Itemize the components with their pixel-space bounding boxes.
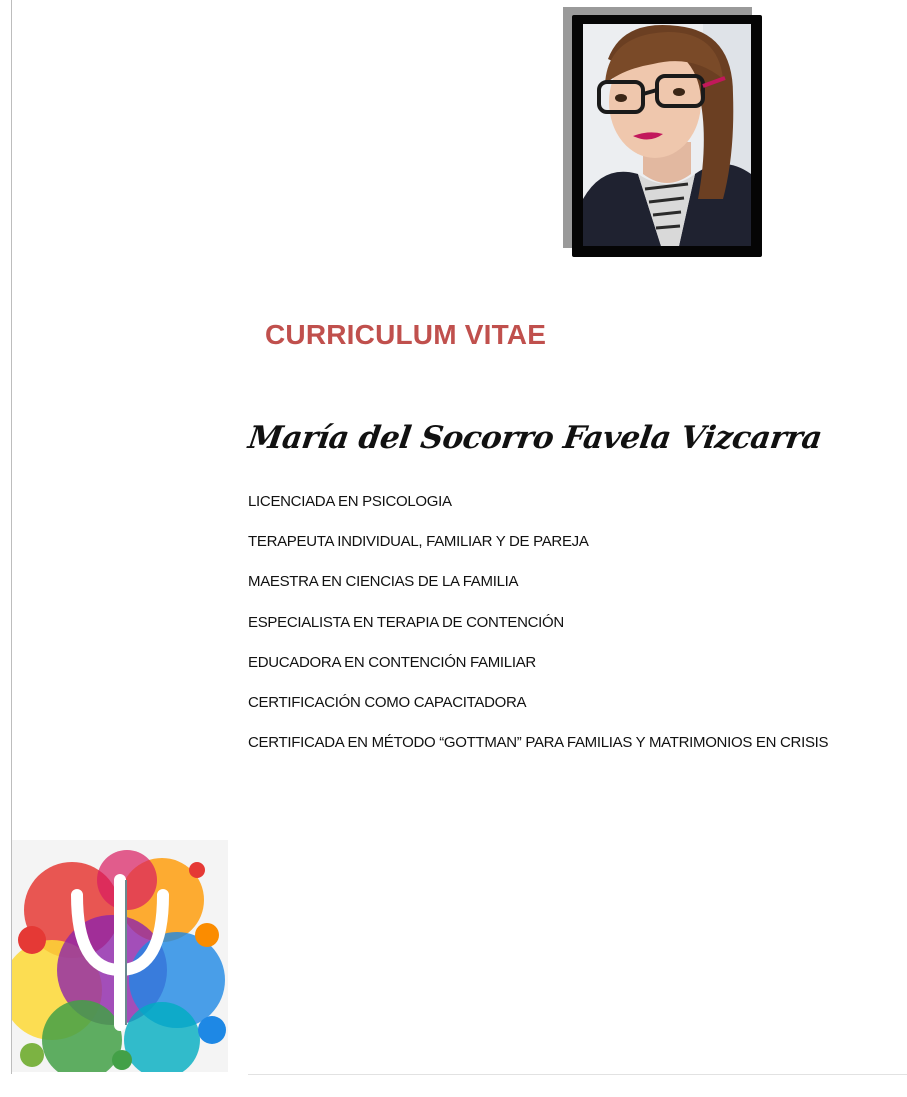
credential-item: CERTIFICADA EN MÉTODO “GOTTMAN” PARA FAMILIAS Y MATRIMONIOS EN CRISIS bbox=[248, 734, 829, 752]
person-name: María del Socorro Favela Vizcarra bbox=[246, 420, 825, 456]
credential-item: CERTIFICACIÓN COMO CAPACITADORA bbox=[248, 693, 527, 711]
credential-item: TERAPEUTA INDIVIDUAL, FAMILIAR Y DE PAREJA bbox=[248, 533, 589, 551]
psi-icon bbox=[12, 840, 228, 1072]
credential-item: LICENCIADA EN PSICOLOGIA bbox=[248, 493, 452, 510]
portrait-illustration bbox=[583, 24, 751, 246]
credentials-list bbox=[248, 492, 828, 773]
page-bottom-rule bbox=[248, 1074, 907, 1075]
credential-item: ESPECIALISTA EN TERAPIA DE CONTENCIÓN bbox=[248, 613, 564, 631]
psi-splash-illustration bbox=[12, 840, 228, 1072]
credential-item: MAESTRA EN CIENCIAS DE LA FAMILIA bbox=[248, 573, 519, 591]
credential-item: EDUCADORA EN CONTENCIÓN FAMILIAR bbox=[248, 653, 536, 671]
portrait-photo bbox=[583, 24, 751, 246]
page-title: CURRICULUM VITAE bbox=[265, 319, 547, 350]
